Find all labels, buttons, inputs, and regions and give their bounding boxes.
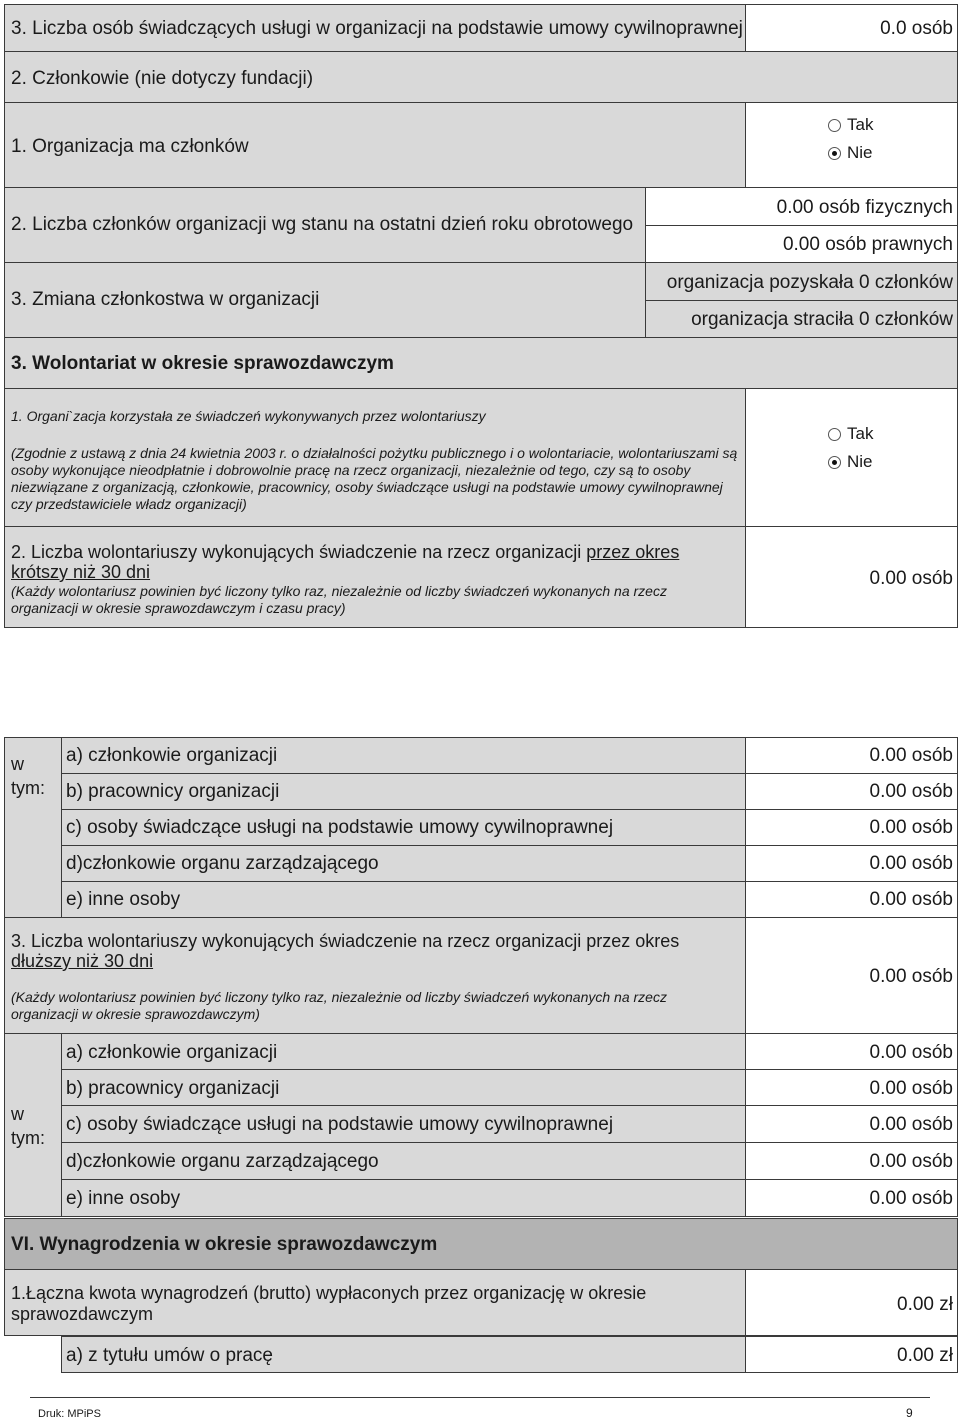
breakdown2-row-value-cell [745, 1105, 958, 1143]
radio-no-checked-icon[interactable] [828, 147, 841, 160]
breakdown2-row-value-cell [745, 1069, 958, 1106]
membership-change-label: 3. Zmiana członkostwa w organizacji [11, 289, 320, 310]
breakdown2-row-value-cell [745, 1179, 958, 1217]
wages-total-label: 1.Łączna kwota wynagrodzeń (brutto) wypłaconych przez organizację w okresie sprawozdawczym [11, 1283, 647, 1324]
breakdown2-row-label: a) członkowie organizacji [66, 1042, 278, 1063]
breakdown1-row-value-cell [745, 809, 958, 846]
contract-workers-value: 0.0 osób [880, 18, 953, 39]
contract-workers-label: 3. Liczba osób świadczących usługi w organizacji na podstawie umowy cywilnoprawnej [11, 18, 743, 39]
long-volunteers-label-period: dłuższy niż 30 dni [11, 951, 154, 971]
breakdown1-row-value-cell [745, 773, 958, 810]
membership-gained: organizacja pozyskała 0 członków [666, 272, 953, 293]
members-section-header [4, 51, 958, 103]
breakdown2-row-label-cell [61, 1179, 746, 1217]
member-count-label: 2. Liczba członków organizacji wg stanu na ostatni dzień roku obrotowego [11, 214, 634, 235]
long-volunteers-value-cell [745, 917, 958, 1034]
wages-total-label-cell [4, 1269, 746, 1336]
contract-workers-value-cell [745, 4, 958, 52]
breakdown1-row-label: d)członkowie organu zarządzającego [66, 853, 379, 874]
radio-yes-icon[interactable] [828, 428, 841, 441]
has-members-label: 1. Organizacja ma członków [11, 136, 249, 157]
breakdown2-row-value: 0.00 osób [869, 1114, 953, 1135]
has-members-radio-cell [745, 102, 958, 188]
wages-section-header [4, 1218, 958, 1270]
breakdown1-row-label: e) inne osoby [66, 889, 181, 910]
breakdown2-row-label-cell [61, 1105, 746, 1143]
long-volunteers-label-main: 3. Liczba wolontariuszy wykonujących świadczenie na rzecz organizacji przez okres [11, 931, 680, 951]
radio-no-label: Nie [847, 143, 873, 162]
volunteers-used-note: (Zgodnie z ustawą z dnia 24 kwietnia 2003 r. o działalności pożytku publicznego i o wolontariacie, wolontariuszami są osoby wykonujące nieodpłatnie i dobrowolnie pracę na rzecz organizacji, niezależnie od tego, czy są to osoby niezwiązane z organizacją, członkowie, pracownicy, osoby świadczące usługi na podstawie umowy cywilnoprawnej czy przedstawiciele władz organizacji) [11, 445, 738, 512]
breakdown2-row-value-cell [745, 1033, 958, 1070]
membership-lost: organizacja straciła 0 członków [691, 309, 953, 330]
breakdown2-w-tym-cell [4, 1033, 62, 1217]
short-volunteers-label-period: przez okres krótszy niż 30 dni [11, 542, 680, 582]
breakdown1-row-value: 0.00 osób [869, 853, 953, 874]
short-volunteers-label [11, 542, 731, 582]
breakdown2-row-label: d)członkowie organu zarządzającego [66, 1151, 379, 1172]
breakdown1-row-value: 0.00 osób [869, 817, 953, 838]
breakdown1-row-label: b) pracownicy organizacji [66, 781, 280, 802]
radio-no-checked-icon[interactable] [828, 456, 841, 469]
breakdown1-row-value-cell [745, 737, 958, 774]
breakdown1-row-label-cell [61, 773, 746, 810]
volunteers-used-radio-cell [745, 388, 958, 527]
short-volunteers-value: 0.00 osób [869, 568, 953, 589]
radio-yes-label: Tak [847, 424, 874, 443]
breakdown2-row-label-cell [61, 1069, 746, 1106]
volunteering-section-title: 3. Wolontariat w okresie sprawozdawczym [11, 353, 394, 374]
member-count-physical-cell [645, 187, 958, 226]
volunteering-section-header [4, 337, 958, 389]
membership-change-label-cell [4, 262, 646, 338]
short-volunteers-note: (Każdy wolontariusz powinien być liczony tylko raz, niezależnie od liczby świadczeń wykonanych na rzecz organizacji w okresie sprawozdawczym i czasu pracy) [11, 583, 667, 616]
breakdown2-w-tym: w tym: [11, 1104, 45, 1148]
breakdown2-row-value-cell [745, 1142, 958, 1180]
long-volunteers-value: 0.00 osób [869, 966, 953, 987]
wages-employment-value-cell [745, 1336, 958, 1373]
breakdown2-row-value: 0.00 osób [869, 1151, 953, 1172]
member-count-legal: 0.00 osób prawnych [782, 234, 953, 255]
volunteers-used-label: 1. Organi`zacja korzystała ze świadczeń wykonywanych przez wolontariuszy [11, 408, 486, 424]
membership-lost-cell [645, 300, 958, 338]
breakdown2-row-label: c) osoby świadczące usługi na podstawie umowy cywilnoprawnej [66, 1114, 614, 1135]
contract-workers-label-cell [4, 4, 746, 52]
short-volunteers-value-cell [745, 526, 958, 628]
breakdown2-row-value: 0.00 osób [869, 1188, 953, 1209]
breakdown1-rows [61, 737, 958, 918]
wages-total-value-cell [745, 1269, 958, 1336]
long-volunteers-label-cell [4, 917, 746, 1034]
wages-employment-label: a) z tytułu umów o pracę [66, 1345, 273, 1366]
breakdown1-row-label-cell [61, 809, 746, 846]
long-volunteers-note: (Każdy wolontariusz powinien być liczony tylko raz, niezależnie od liczby świadczeń wykonanych na rzecz organizacji w okresie sprawozdawczym) [11, 989, 667, 1022]
wages-section-title: VI. Wynagrodzenia w okresie sprawozdawczym [11, 1234, 438, 1255]
wages-employment-value: 0.00 zł [897, 1345, 953, 1366]
has-members-label-cell [4, 102, 746, 188]
member-count-legal-cell [645, 225, 958, 263]
volunteers-used-radio-group [828, 424, 873, 472]
volunteers-used-label-cell [4, 388, 746, 527]
members-section-title: 2. Członkowie (nie dotyczy fundacji) [11, 68, 314, 89]
wages-total-value: 0.00 zł [897, 1294, 953, 1315]
radio-option-no[interactable] [828, 143, 873, 163]
breakdown1-row-label: c) osoby świadczące usługi na podstawie umowy cywilnoprawnej [66, 817, 614, 838]
has-members-radio-group [828, 115, 873, 163]
radio-no-label: Nie [847, 452, 873, 471]
breakdown1-w-tym: w tym: [11, 754, 45, 798]
radio-option-yes[interactable] [828, 115, 873, 135]
footer-page-number: 9 [906, 1406, 913, 1420]
short-volunteers-label-cell [4, 526, 746, 628]
short-volunteers-label-main: 2. Liczba wolontariuszy wykonujących świadczenie na rzecz organizacji [11, 542, 587, 562]
breakdown2-rows [61, 1033, 958, 1217]
wages-employment-label-cell [61, 1336, 746, 1373]
breakdown1-w-tym-cell [4, 737, 62, 918]
footer-print-label: Druk: MPiPS [38, 1408, 101, 1420]
radio-option-no[interactable] [828, 452, 873, 472]
breakdown2-row-value: 0.00 osób [869, 1078, 953, 1099]
breakdown2-row-label: b) pracownicy organizacji [66, 1078, 280, 1099]
member-count-physical: 0.00 osób fizycznych [776, 197, 953, 218]
radio-option-yes[interactable] [828, 424, 873, 444]
breakdown1-row-value: 0.00 osób [869, 889, 953, 910]
radio-yes-icon[interactable] [828, 119, 841, 132]
membership-gained-cell [645, 262, 958, 301]
long-volunteers-label [11, 931, 731, 971]
radio-yes-label: Tak [847, 115, 874, 134]
breakdown1-row-label-cell [61, 737, 746, 774]
breakdown1-row-label: a) członkowie organizacji [66, 745, 278, 766]
breakdown1-row-label-cell [61, 845, 746, 882]
breakdown2-row-label: e) inne osoby [66, 1188, 181, 1209]
breakdown1-row-value: 0.00 osób [869, 745, 953, 766]
breakdown2-row-label-cell [61, 1033, 746, 1070]
member-count-label-cell [4, 187, 646, 263]
breakdown1-row-value-cell [745, 845, 958, 882]
breakdown2-row-value: 0.00 osób [869, 1042, 953, 1063]
footer-divider [30, 1397, 930, 1398]
breakdown1-row-value: 0.00 osób [869, 781, 953, 802]
breakdown1-row-value-cell [745, 881, 958, 918]
breakdown2-row-label-cell [61, 1142, 746, 1180]
breakdown1-row-label-cell [61, 881, 746, 918]
